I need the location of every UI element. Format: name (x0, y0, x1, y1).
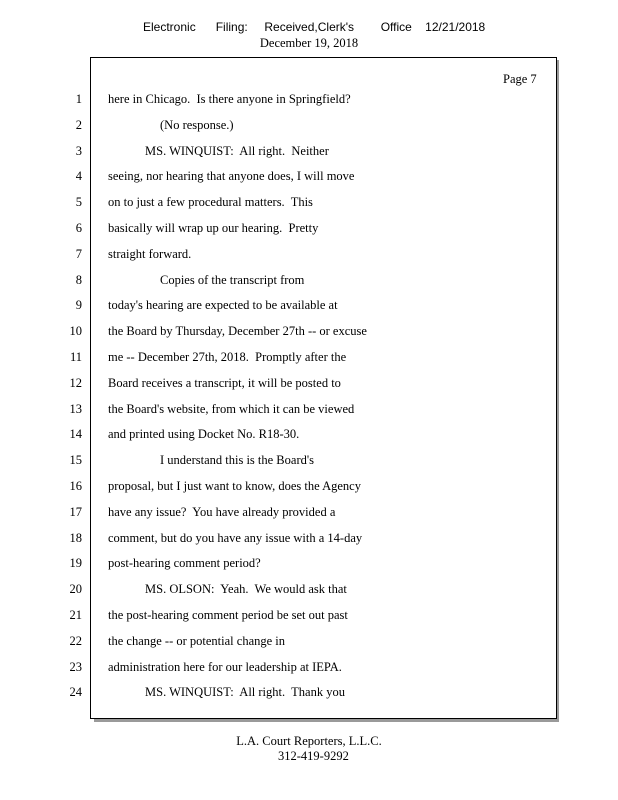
line-text: Copies of the transcript from (160, 272, 305, 287)
line-number: 2 (75, 117, 82, 132)
line-number: 18 (69, 530, 82, 545)
transcript-line (0, 118, 618, 138)
line-text: today's hearing are expected to be available at (108, 298, 338, 313)
transcript-line (0, 556, 618, 576)
filing-header (0, 20, 618, 60)
line-text: MS. WINQUIST: All right. Thank you (145, 685, 345, 700)
line-text: MS. OLSON: Yeah. We would ask that (145, 582, 347, 597)
transcript-line (0, 324, 618, 344)
line-number: 21 (69, 608, 82, 622)
line-number: 16 (69, 479, 82, 493)
transcript-line (0, 273, 618, 293)
line-text: on to just a few procedural matters. This (108, 195, 313, 210)
line-text: here in Chicago. Is there anyone in Springfield? (108, 92, 351, 106)
transcript-line (0, 608, 618, 628)
line-text: and printed using Docket No. R18-30. (108, 427, 300, 442)
line-text: the change -- or potential change in (108, 633, 286, 648)
transcript-line (0, 660, 618, 680)
transcript-line (0, 92, 618, 112)
line-text: administration here for our leadership at IEPA. (108, 659, 342, 674)
line-text: the Board's website, from which it can be viewed (108, 401, 355, 416)
line-number: 12 (69, 375, 82, 390)
header-date: December 19, 2018 (259, 36, 359, 50)
line-text: seeing, nor hearing that anyone does, I will move (108, 169, 355, 184)
line-text: basically will wrap up our hearing. Pretty (108, 221, 319, 235)
transcript-line (0, 298, 618, 318)
line-number: 17 (69, 504, 82, 519)
line-number: 10 (69, 324, 82, 339)
transcript-line (0, 427, 618, 447)
footer-company: L.A. Court Reporters, L.L.C. (236, 734, 382, 748)
footer-phone: 312-419-9292 (278, 749, 349, 763)
line-number: 24 (69, 685, 82, 700)
line-number: 15 (69, 453, 82, 468)
line-text: comment, but do you have any issue with a 14-day (108, 530, 363, 545)
transcript-line (0, 221, 618, 241)
line-number: 11 (69, 350, 82, 364)
line-number: 19 (69, 556, 82, 571)
line-text: straight forward. (108, 246, 192, 261)
transcript-line (0, 144, 618, 164)
transcript-line (0, 634, 618, 654)
line-text: I understand this is the Board's (160, 453, 314, 468)
line-number: 5 (75, 195, 82, 210)
line-text: have any issue? You have already provided a (108, 504, 336, 519)
line-text: me -- December 27th, 2018. Promptly after the (108, 350, 347, 364)
line-text: post-hearing comment period? (108, 556, 261, 571)
line-number: 23 (69, 659, 82, 674)
line-text: the Board by Thursday, December 27th -- or excuse (108, 324, 367, 339)
line-number: 22 (69, 633, 82, 648)
filing-stamp: Electronic Filing: Received,Clerk's Office 12/21/2018 (143, 20, 486, 34)
transcript-line (0, 169, 618, 189)
line-number: 20 (69, 582, 82, 597)
line-text: proposal, but I just want to know, does the Agency (108, 479, 361, 493)
transcript-line (0, 376, 618, 396)
line-number: 3 (75, 143, 82, 158)
line-number: 1 (75, 92, 82, 106)
line-number: 14 (69, 427, 82, 442)
line-text: Board receives a transcript, it will be posted to (108, 375, 341, 390)
transcript-line (0, 685, 618, 705)
line-number: 7 (75, 246, 82, 261)
transcript-line (0, 479, 618, 499)
line-number: 9 (75, 298, 82, 313)
line-number: 6 (75, 221, 82, 235)
transcript-line (0, 247, 618, 267)
line-text: MS. WINQUIST: All right. Neither (145, 143, 329, 158)
line-number: 13 (69, 401, 82, 416)
transcript-line (0, 453, 618, 473)
line-text: the post-hearing comment period be set out past (108, 608, 348, 622)
transcript-line (0, 195, 618, 215)
transcript-line (0, 350, 618, 370)
page-number: Page 7 (503, 72, 537, 86)
line-number: 4 (75, 169, 82, 184)
transcript-line (0, 531, 618, 551)
line-text: (No response.) (160, 117, 234, 132)
transcript-line (0, 402, 618, 422)
transcript-line (0, 582, 618, 602)
transcript-line (0, 505, 618, 525)
line-number: 8 (75, 272, 82, 287)
